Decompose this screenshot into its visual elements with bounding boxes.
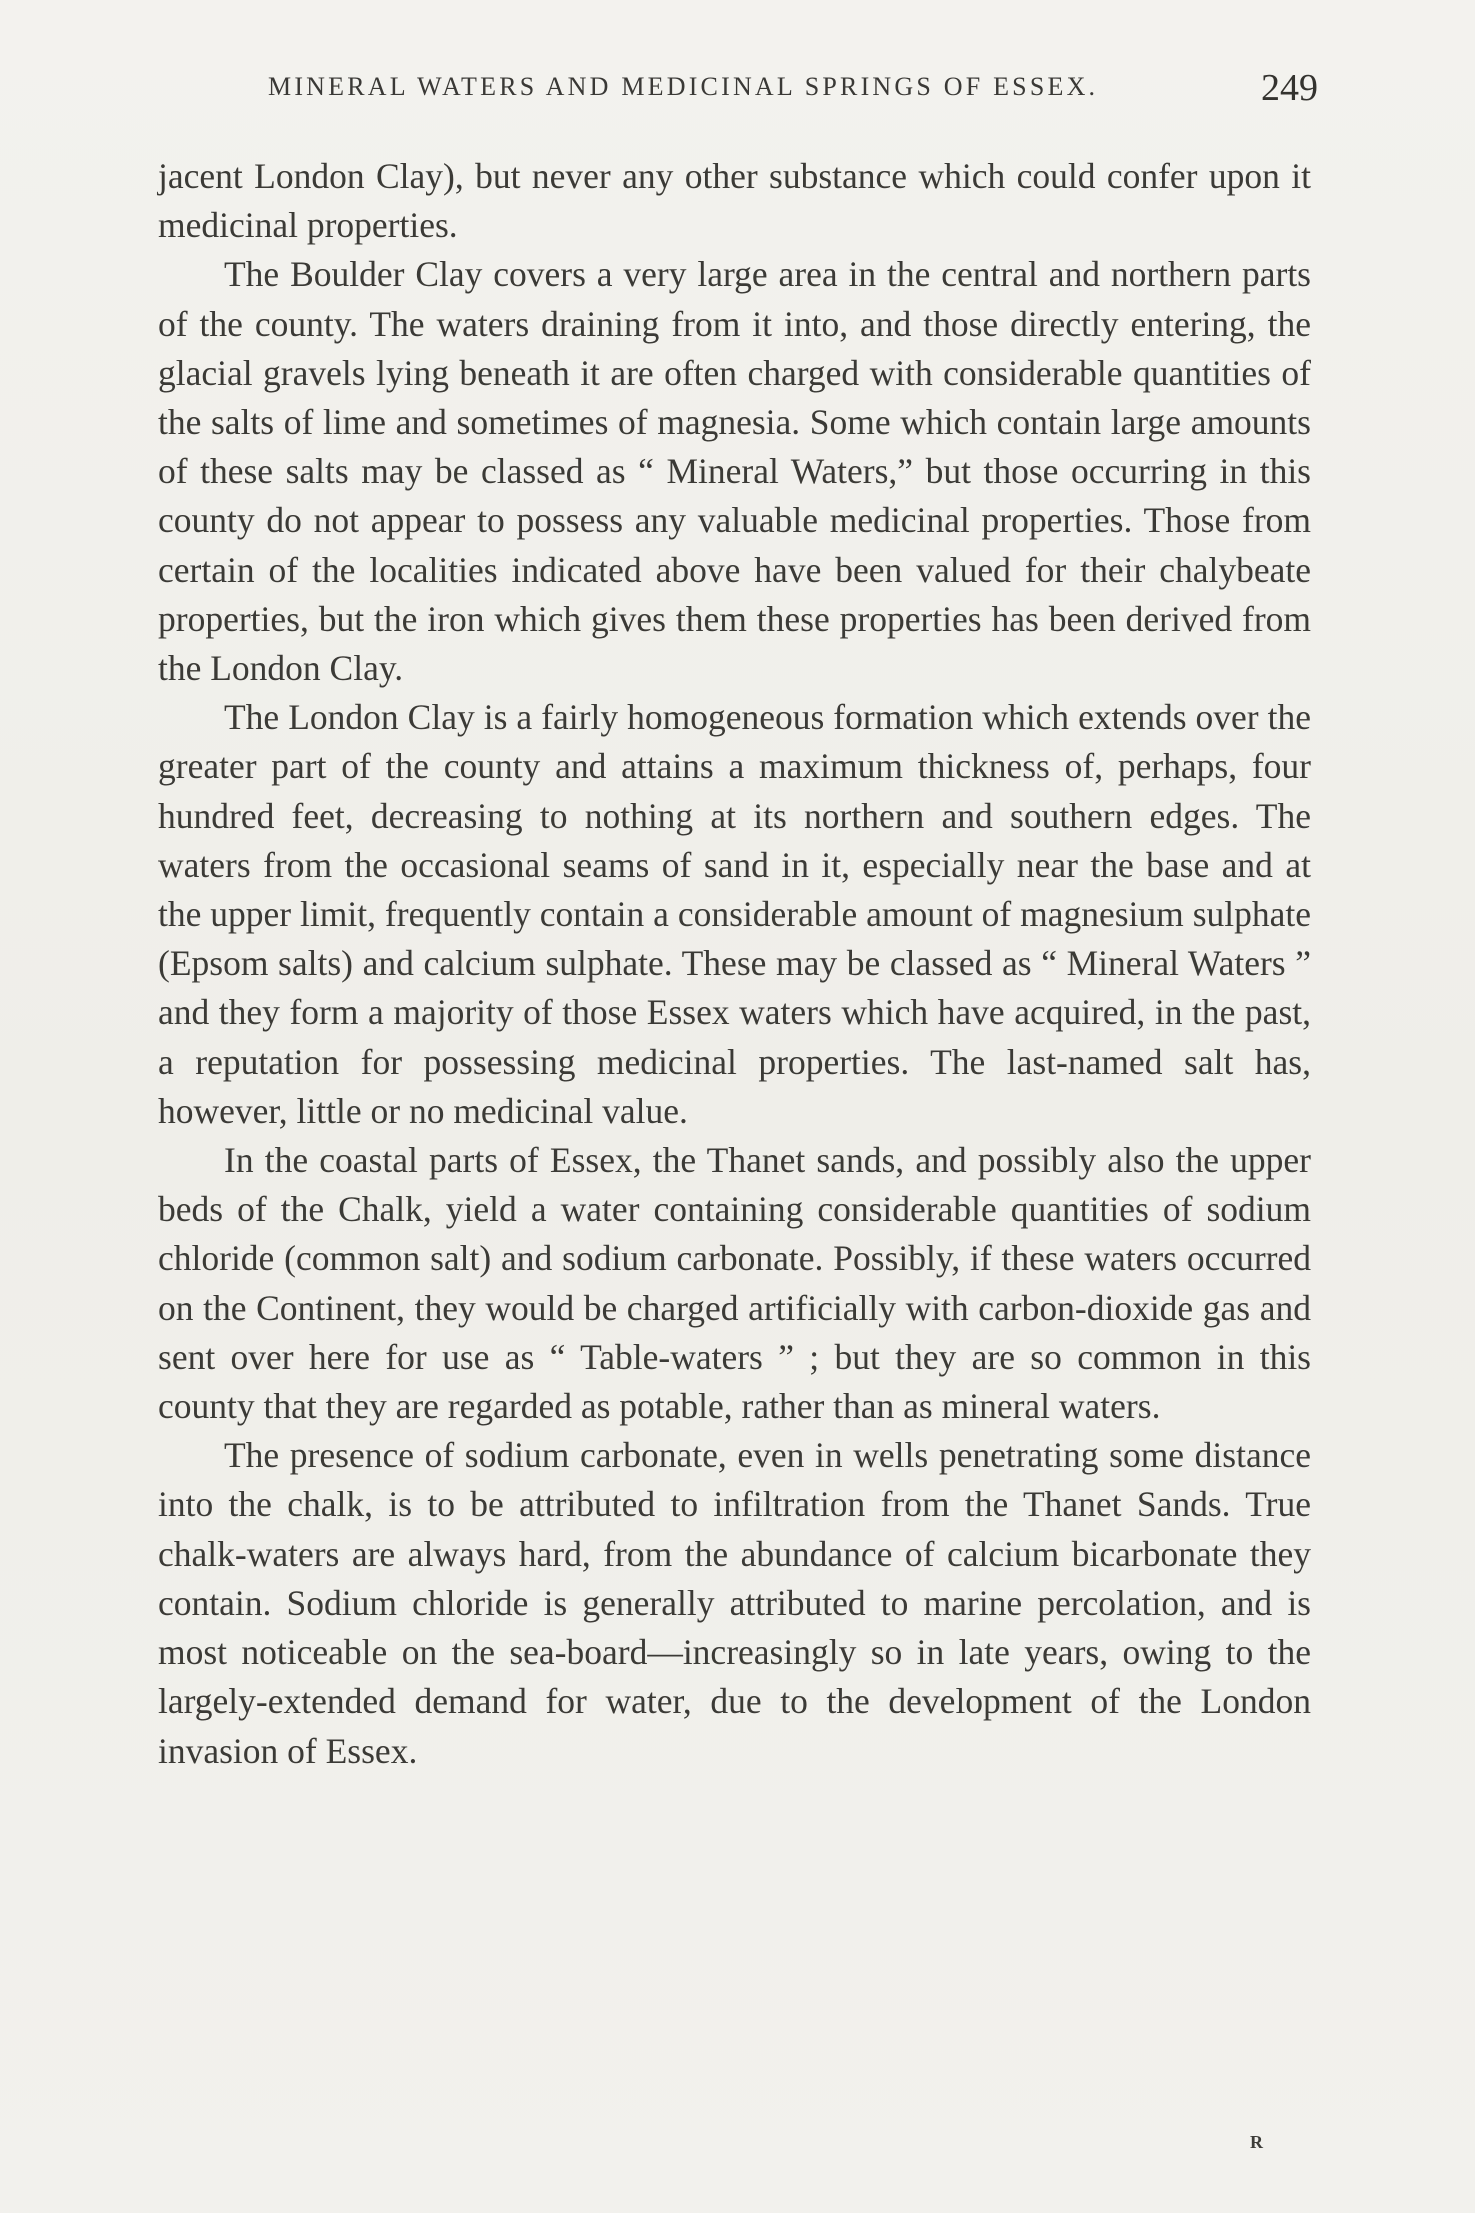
paragraph-london-clay: The London Clay is a fairly homogeneous formation which extends over the greater part of the county and attains a maximum thickness of, perhaps, four hundred feet, decreasing to nothing at its northern and southern edges. The waters from the occasional seams of sand in it, especially near the base and at the upper limit, frequently contain a considerable amount of magnesium sulphate (Epsom salts) and calcium sulphate. These may be classed as “ Mineral Waters ” and they form a majority of those Essex waters which have acquired, in the past, a reputation for possessing medicinal properties. The last-named salt has, however, little or no medicinal value.	[158, 697, 1311, 1131]
paragraph-boulder-clay: The Boulder Clay covers a very large area in the central and northern parts of the county. The waters draining from it into, and those directly entering, the glacial gravels lying beneath it are often charged with considerable quantities of the salts of lime and sometimes of magnesia. Some which contain large amounts of these salts may be classed as “ Mineral Waters,” but those occurring in this county do not appear to possess any valuable medicinal properties. Those from certain of the localities indicated above have been valued for their chalybeate properties, but the iron which gives them these properties has been derived from the London Clay.	[158, 254, 1311, 689]
page-number: 249	[1261, 67, 1318, 109]
running-head	[158, 66, 1318, 118]
signature-mark: R	[1250, 2132, 1264, 2152]
paragraph-sodium-carbonate: The presence of sodium carbonate, even in wells penetrating some distance into the chalk, is to be attributed to infiltration from the Thanet Sands. True chalk-waters are always hard, from the abundance of calcium bicarbonate they contain. Sodium chloride is generally attributed to marine percolation, and is most noticeable on the sea-board—increasingly so in late years, owing to the largely-extended demand for water, due to the development of the London invasion of Essex.	[158, 1435, 1311, 1771]
body-text	[158, 152, 1311, 1776]
paragraph-coastal-waters: In the coastal parts of Essex, the Thanet sands, and possibly also the upper beds of the Chalk, yield a water containing considerable quantities of sodium chloride (common salt) and sodium carbonate. Possibly, if these waters occurred on the Continent, they would be charged artificially with carbon-dioxide gas and sent over here for use as “ Table-waters ” ; but they are so common in this county that they are regarded as potable, rather than as mineral waters.	[158, 1140, 1311, 1427]
paragraph-continuation: jacent London Clay), but never any other substance which could confer upon it medicinal properties.	[158, 156, 1311, 246]
running-title: MINERAL WATERS AND MEDICINAL SPRINGS OF ESSEX.	[268, 72, 1099, 101]
